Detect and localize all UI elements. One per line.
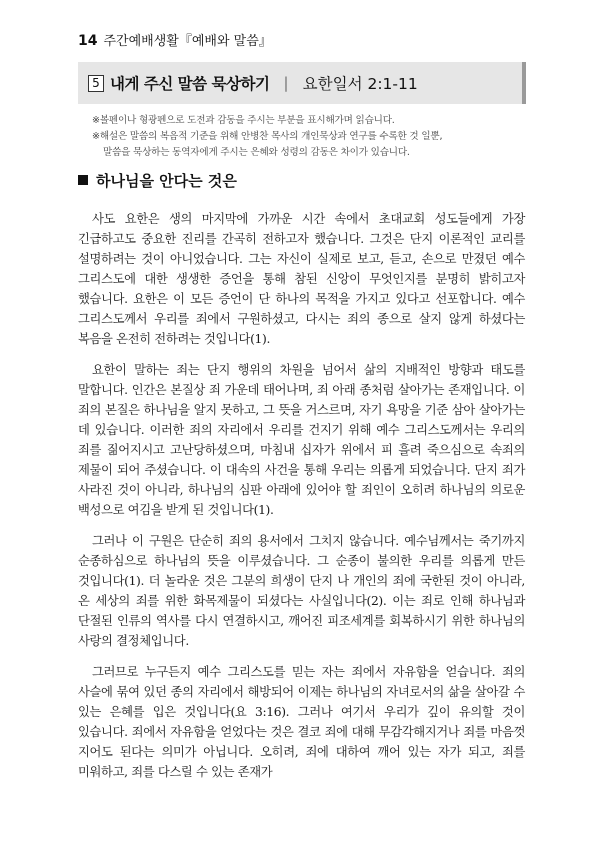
reading-notes: [92, 113, 532, 161]
scripture-reference: 요한일서 2:1-11: [302, 75, 418, 93]
page-number: 14: [78, 33, 98, 49]
square-bullet-icon: [78, 175, 88, 185]
section-title-bar: [78, 62, 526, 104]
paragraph: 요한이 말하는 죄는 단지 행위의 차원을 넘어서 삶의 지배적인 방향과 태도를 말합니다. 인간은 본질상 죄 가운데 태어나며, 죄 아래 종처럼 살아가는 존재입니다. 이 죄의 본질은 하나님을 알지 못하고, 그 뜻을 거스르며, 자기 욕망을 기준 삼아 살아가는 데 있습니다. 이러한 죄의 자리에서 우리를 건지기 위해 예수 그리스도께서는 우리의 죄를 짊어지시고 고난당하셨으며, 마침내 십자가 위에서 피 흘려 죽으심으로 속죄의 제물이 되어 주셨습니다. 이 대속의 사건을 통해 우리는 의롭게 되었습니다. 단지 죄가 사라진 것이 아니라, 하나님의 심판 아래에 있어야 할 죄인이 오히려 하나님의 의로운 백성으로 여김을 받게 된 것입니다(1).: [78, 363, 525, 517]
running-header: [78, 30, 272, 49]
sub-heading: [78, 170, 237, 191]
body-text: [78, 209, 525, 793]
paragraph: 그러나 이 구원은 단순히 죄의 용서에서 그치지 않습니다. 예수님께서는 죽기까지 순종하심으로 하나님의 뜻을 이루셨습니다. 그 순종이 불의한 우리를 의롭게 만든 것입니다(1). 더 놀라운 것은 그분의 희생이 단지 나 개인의 죄에 국한된 것이 아니라, 온 세상의 죄를 위한 화목제물이 되셨다는 사실입니다(2). 이는 죄로 인해 하나님과 단절된 인류의 역사를 다시 연결하시고, 깨어진 피조세계를 회복하시기 위한 하나님의 사랑의 결정체입니다.: [78, 534, 525, 648]
note-line: ※해설은 말씀의 복음적 기준을 위해 안병찬 목사의 개인묵상과 연구를 수록한 것 일뿐,: [92, 131, 443, 142]
note-line: ※볼펜이나 형광펜으로 도전과 감동을 주시는 부분을 표시해가며 읽습니다.: [92, 115, 395, 126]
section-divider: |: [283, 74, 289, 92]
note-line: 말씀을 묵상하는 동역자에게 주시는 은혜와 성령의 감동은 차이가 있습니다.: [103, 147, 410, 158]
book-title: 주간예배생활『예배와 말씀』: [103, 34, 272, 49]
paragraph: 그러므로 누구든지 예수 그리스도를 믿는 자는 죄에서 자유함을 얻습니다. 죄의 사슬에 묶여 있던 종의 자리에서 해방되어 이제는 하나님의 자녀로서의 삶을 살아갈 수 있는 은혜를 입은 것입니다(요 3:16). 그러나 여기서 우리가 깊이 유의할 것이 있습니다. 죄에서 자유함을 얻었다는 것은 결코 죄에 대해 무감각해지거나 죄를 마음껏 지어도 된다는 의미가 아닙니다. 오히려, 죄에 대하여 깨어 있는 자가 되고, 죄를 미워하고, 죄를 다스릴 수 있는 존재가: [78, 665, 525, 779]
section-number-box: 5: [88, 75, 104, 92]
sub-heading-text: 하나님을 안다는 것은: [96, 172, 237, 190]
section-title: 내게 주신 말씀 묵상하기: [110, 75, 270, 93]
paragraph: 사도 요한은 생의 마지막에 가까운 시간 속에서 초대교회 성도들에게 가장 긴급하고도 중요한 진리를 간곡히 전하고자 했습니다. 그것은 단지 이론적인 교리를 설명하려는 것이 아니었습니다. 그는 자신이 실제로 보고, 듣고, 손으로 만졌던 예수 그리스도에 대한 생생한 증언을 통해 참된 신앙이 무엇인지를 분명히 밝히고자 했습니다. 요한은 이 모든 증언이 단 하나의 목적을 가지고 있다고 선포합니다. 예수 그리스도께서 우리를 죄에서 구원하셨고, 다시는 죄의 종으로 살지 않게 하셨다는 복음을 온전히 전하려는 것입니다(1).: [78, 212, 525, 346]
